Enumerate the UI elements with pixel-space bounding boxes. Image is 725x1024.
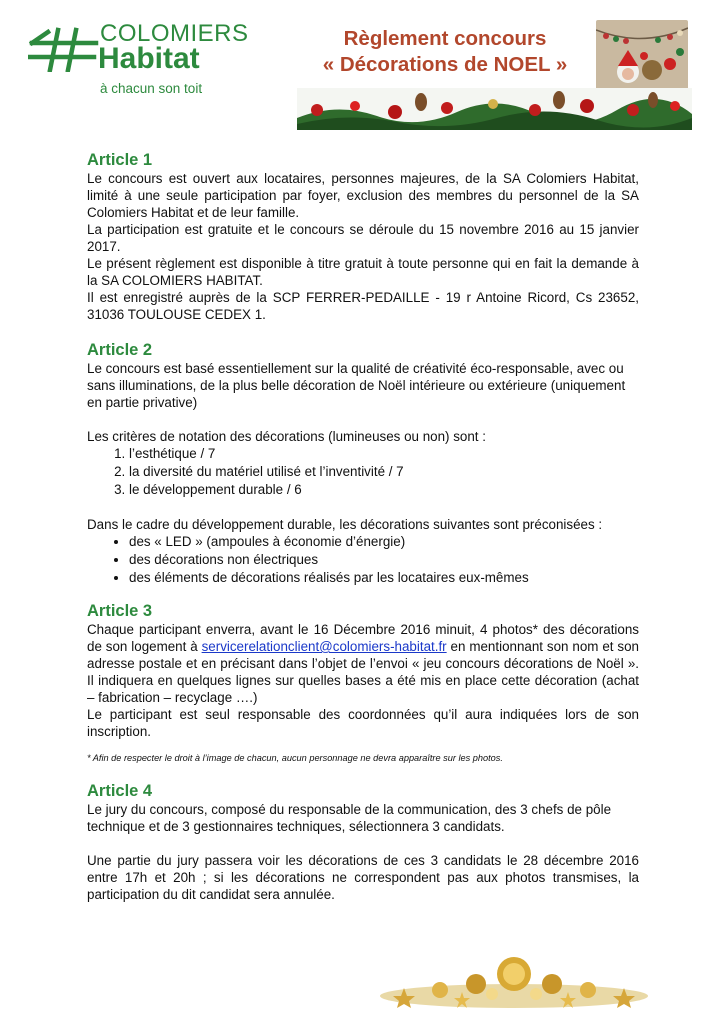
article-3 bbox=[87, 601, 639, 765]
article-3-heading: Article 3 bbox=[87, 602, 153, 620]
article-3-footnote: * Afin de respecter le droit à l’image de chacun, aucun personnage ne devra apparaître sur les photos. bbox=[87, 753, 503, 763]
sustainable-list bbox=[87, 533, 639, 587]
colomiers-habitat-logo bbox=[28, 18, 249, 100]
christmas-banner bbox=[297, 88, 692, 130]
article-4-heading: Article 4 bbox=[87, 782, 153, 800]
article-2-sustainable-intro: Dans le cadre du développement durable, les décorations suivantes sont préconisées : bbox=[87, 517, 603, 532]
article-1 bbox=[87, 150, 639, 323]
pine-branch-banner-icon bbox=[297, 88, 692, 130]
article-2 bbox=[87, 340, 639, 587]
article-1-heading: Article 1 bbox=[87, 151, 153, 169]
sustainable-item: • des « LED » (ampoules à économie d’énergie) bbox=[129, 533, 639, 551]
article-2-criteria-intro: Les critères de notation des décorations (lumineuses ou non) sont : bbox=[87, 429, 486, 444]
criteria-item: 1. l’esthétique / 7 bbox=[129, 445, 639, 463]
page-title bbox=[300, 26, 590, 78]
title-line-1: Règlement concours bbox=[343, 27, 547, 50]
article-1-paragraph-2: La participation est gratuite et le concours se déroule du 15 novembre 2016 au 15 janvier 2017. bbox=[87, 222, 639, 254]
logo-line-habitat: Habitat bbox=[98, 42, 200, 75]
article-1-paragraph-4: Il est enregistré auprès de la SCP FERRER-PEDAILLE - 19 r Antoine Ricord, Cs 23652, 31036 TOULOUSE CEDEX 1. bbox=[87, 290, 639, 322]
article-4-paragraph-1: Le jury du concours, composé du responsable de la communication, des 3 chefs de pôle technique et de 3 gestionnaires techniques, sélectionnera 3 candidats. bbox=[87, 802, 612, 834]
gold-stars-icon bbox=[380, 950, 648, 1008]
logo-line-colomiers: COLOMIERS bbox=[100, 20, 249, 47]
article-2-intro: Le concours est basé essentiellement sur la qualité de créativité éco-responsable, avec ou sans illuminations, de la plus belle décoration de Noël intérieure ou extérieure (uniquement en partie privative) bbox=[87, 361, 626, 410]
article-3-text-after-link: en mentionnant son nom et son adresse postale et en précisant dans l’objet de l’envoi « jeu concours décorations de Noël ». Il indiquera en quelques lignes sur quelles bases a été mis en place cette décoration (achat – fabrication – recyclage ….) bbox=[87, 639, 639, 705]
rules-content bbox=[87, 150, 639, 903]
article-3-paragraph-1 bbox=[87, 621, 639, 706]
article-3-paragraph-2: Le participant est seul responsable des coordonnées qu’il aura indiquées lors de son inscription. bbox=[87, 707, 639, 739]
article-1-paragraph-1: Le concours est ouvert aux locataires, personnes majeures, de la SA Colomiers Habitat, limité à une seule participation par foyer, exclusion des membres du personnel de la SA Colomiers Habitat et de leur famille. bbox=[87, 171, 639, 220]
title-line-2: « Décorations de NOEL » bbox=[322, 53, 568, 76]
christmas-garland-photo bbox=[596, 20, 688, 90]
hashtag-logo-icon bbox=[28, 26, 100, 72]
criteria-list bbox=[87, 445, 639, 499]
article-4-paragraph-2: Une partie du jury passera voir les décorations de ces 3 candidats le 28 décembre 2016 entre 17h et 20h ; si les décorations ne correspondent pas aux photos transmises, la participation du dit candidat sera annulée. bbox=[87, 853, 639, 902]
email-link[interactable]: servicerelationclient@colomiers-habitat.fr bbox=[201, 639, 447, 654]
article-2-heading: Article 2 bbox=[87, 341, 153, 359]
sustainable-item: • des éléments de décorations réalisés par les locataires eux-mêmes bbox=[129, 569, 639, 587]
garland-ornaments-icon bbox=[596, 20, 688, 90]
sustainable-item: • des décorations non électriques bbox=[129, 551, 639, 569]
article-3-text-before-link: Chaque participant enverra, avant le 16 Décembre 2016 minuit, 4 photos* des décorations de son logement à bbox=[87, 622, 639, 654]
logo-tagline: à chacun son toit bbox=[100, 81, 203, 96]
golden-stars-decoration bbox=[380, 950, 648, 1008]
article-1-paragraph-3: Le présent règlement est disponible à titre gratuit à toute personne qui en fait la demande à la SA COLOMIERS HABITAT. bbox=[87, 256, 639, 288]
article-4 bbox=[87, 781, 639, 903]
criteria-item: 3. le développement durable / 6 bbox=[129, 481, 639, 499]
criteria-item: 2. la diversité du matériel utilisé et l’inventivité / 7 bbox=[129, 463, 639, 481]
